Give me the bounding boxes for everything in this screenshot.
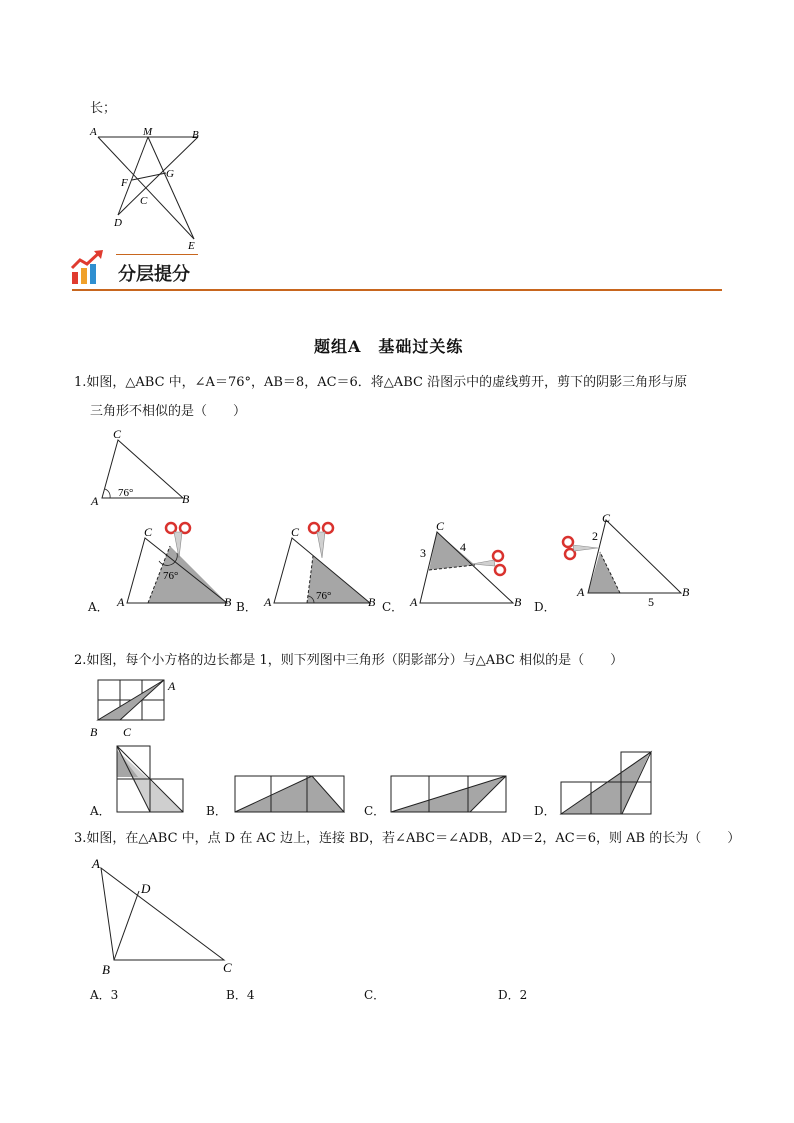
q2-option-d-figure [558,748,658,818]
label-A: A [264,595,272,609]
label-B: B [514,595,522,609]
side-label-3: 3 [420,546,426,560]
star-figure [80,125,220,255]
q1-main-triangle [88,428,208,510]
label-A: A [168,679,176,693]
q1-option-d-letter: D． [534,600,556,614]
q1-option-a-figure [115,518,240,613]
q2-option-a-figure [112,744,188,816]
q2-option-c-figure [388,772,512,816]
angle-label: 76° [316,590,332,602]
label-C: C [602,511,611,525]
q1-stem-line2: 三角形不相似的是（ ） [90,404,247,419]
q2-main-grid-figure [86,676,186,742]
scissors-icon [309,523,333,558]
q2-option-b-figure [232,772,348,816]
banner-title: 分层提分 [118,264,190,285]
label-A: A [92,856,100,871]
q3-triangle-figure [84,854,244,978]
banner-rule-short [116,254,198,255]
label-C: C [140,195,148,207]
section-title: 题组A 基础过关练 [314,337,464,356]
label-B: B [192,129,199,141]
label-C: C [291,525,300,539]
q2-option-a-letter: A． [90,804,111,818]
continuation-text: 长； [90,101,117,116]
q2-stem: 2.如图，每个小方格的边长都是 1，则下列图中三角形（阴影部分）与△ABC 相似的是（ ） [74,653,624,668]
label-B: B [182,492,190,506]
q1-option-b-figure [262,518,387,613]
label-F: F [121,177,128,189]
q1-option-d-figure [556,508,696,608]
label-B: B [682,585,690,599]
label-A: A [90,126,97,138]
side-label-2: 2 [592,529,598,543]
label-D: D [114,217,122,229]
chart-growth-icon [70,250,108,288]
label-A: A [410,595,418,609]
label-B: B [224,595,232,609]
label-C: C [113,427,122,441]
label-A: A [577,585,585,599]
label-C: C [436,519,445,533]
side-label-4: 4 [460,540,466,554]
label-G: G [166,168,174,180]
q1-option-b-letter: B． [236,600,257,614]
q2-option-c-letter: C． [364,804,386,818]
banner-underline [72,289,722,291]
label-C: C [223,960,232,975]
label-A: A [91,494,99,508]
q2-option-d-letter: D． [534,804,556,818]
angle-label: 76° [163,570,179,582]
q1-option-c-figure [408,518,533,613]
q3-option-b: B．4 [226,988,255,1002]
label-A: A [117,595,125,609]
q1-option-c-letter: C． [382,600,404,614]
label-M: M [143,126,153,138]
label-B: B [102,962,110,977]
q2-option-b-letter: B． [206,804,227,818]
q3-stem: 3.如图，在△ABC 中，点 D 在 AC 边上，连接 BD，若∠ABC＝∠ADB，AD＝2，AC＝6，则 AB 的长为（ ） [74,831,741,846]
label-E: E [188,240,195,252]
scissors-icon [472,551,505,575]
q3-option-a: A．3 [90,988,119,1002]
label-C: C [144,525,153,539]
q3-option-d: D．2 [498,988,528,1002]
q3-option-c: C． [364,988,386,1002]
label-B: B [90,725,98,739]
angle-label: 76° [118,487,134,499]
side-label-5: 5 [648,595,654,609]
label-C: C [123,725,132,739]
q1-option-a-letter: A． [88,600,109,614]
label-B: B [368,595,376,609]
label-D: D [141,881,151,896]
q1-stem-line1: 1.如图，△ABC 中，∠A＝76°，AB＝8，AC＝6．将△ABC 沿图示中的虚线剪开，剪下的阴影三角形与原 [74,375,688,390]
